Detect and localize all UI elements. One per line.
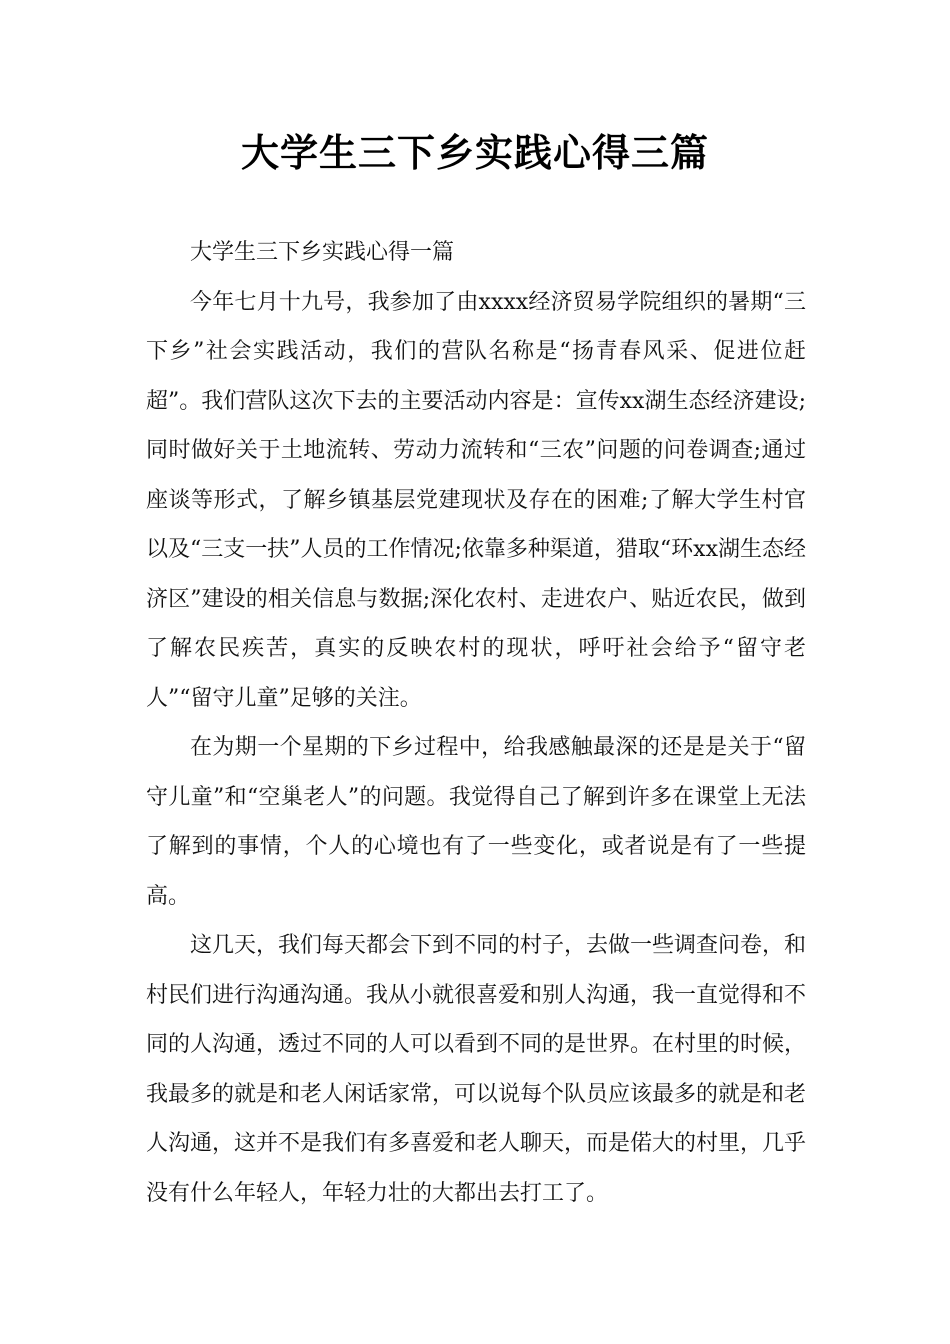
document-body	[146, 228, 806, 1218]
paragraph-2: 在为期一个星期的下乡过程中，给我感触最深的还是是关于“留守儿童”和“空巢老人”的问题。我觉得自己了解到许多在课堂上无法了解到的事情，个人的心境也有了一些变化，或者说是有了一些提高。	[146, 735, 806, 909]
paragraph-3: 这几天，我们每天都会下到不同的村子，去做一些调查问卷，和村民们进行沟通沟通。我从小就很喜爱和别人沟通，我一直觉得和不同的人沟通，透过不同的人可以看到不同的是世界。在村里的时候，我最多的就是和老人闲话家常，可以说每个队员应该最多的就是和老人沟通，这并不是我们有多喜爱和老人聊天，而是偌大的村里，几乎没有什么年轻人，年轻力壮的大都出去打工了。	[146, 933, 807, 1206]
paragraph-1: 今年七月十九号，我参加了由xxxx经济贸易学院组织的暑期“三下乡”社会实践活动，我们的营队名称是“扬青春风采、促进位赶超”。我们营队这次下去的主要活动内容是：宣传xx湖生态经济建设;同时做好关于土地流转、劳动力流转和“三农”问题的问卷调查;通过座谈等形式，了解乡镇基层党建现状及存在的困难;了解大学生村官以及“三支一扶”人员的工作情况;依靠多种渠道，猎取“环xx湖生态经济区”建设的相关信息与数据;深化农村、走进农户、贴近农民，做到了解农民疾苦，真实的反映农村的现状，呼吁社会给予“留守老人”“留守儿童”足够的关注。	[146, 289, 806, 711]
section-heading: 大学生三下乡实践心得一篇	[190, 240, 455, 265]
document-title: 大学生三下乡实践心得三篇	[240, 131, 709, 175]
